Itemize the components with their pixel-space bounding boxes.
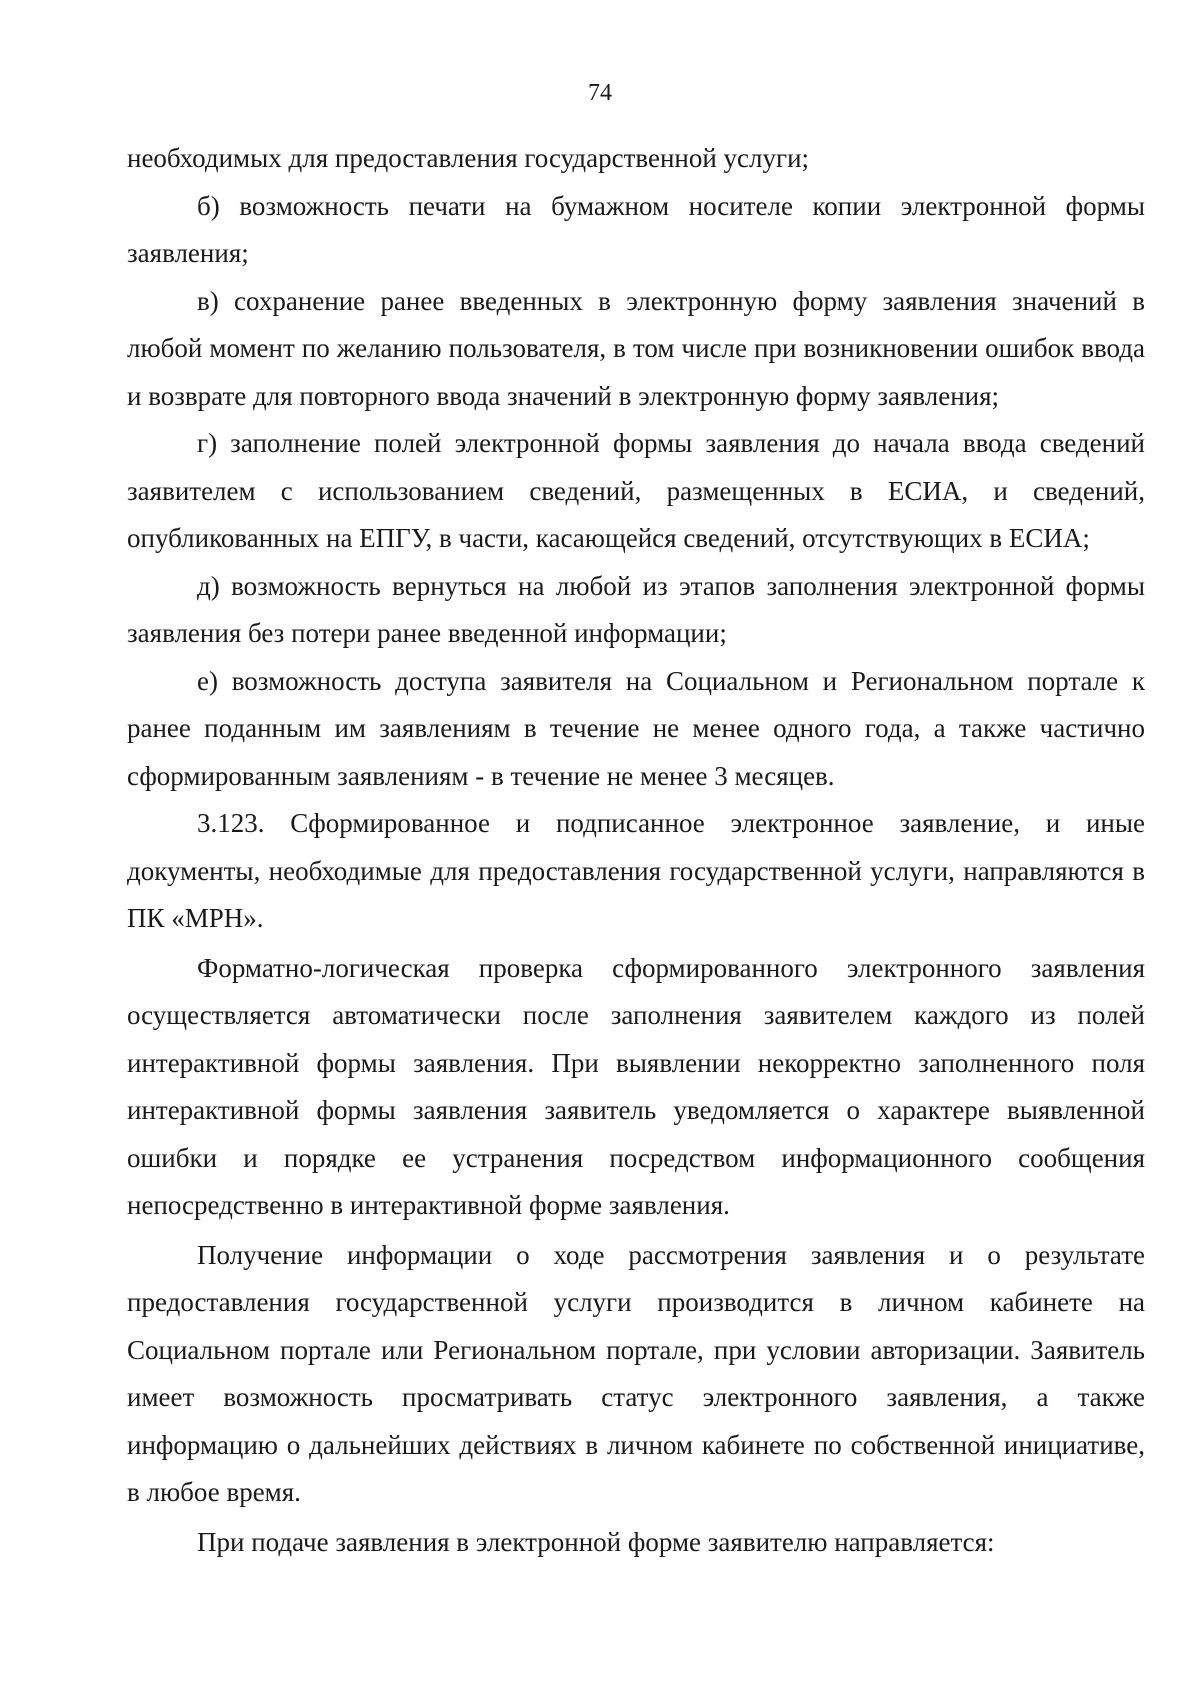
paragraph-item-e: е) возможность доступа заявителя на Социальном и Региональном портале к ранее поданным им заявлениям в течение не менее одного года, а также частично сформированным заявлениям - в течение не менее 3 месяцев. <box>127 665 1145 791</box>
paragraph-continuation: необходимых для предоставления государственной услуги; <box>127 143 810 173</box>
paragraph-submission: При подаче заявления в электронной форме заявителю направляется: <box>197 1526 995 1557</box>
paragraph-status-info: Получение информации о ходе рассмотрения заявления и о результате предоставления государственной услуги производится в личном кабинете на Социальном портале или Региональном портале, при условии авторизации. Заявитель имеет возможность просматривать статус электронного заявления, а также информацию о дальнейших действиях в личном кабинете по собственной инициативе, в любое время. <box>127 1239 1145 1507</box>
paragraph-item-b: б) возможность печати на бумажном носителе копии электронной формы заявления; <box>127 190 1145 268</box>
paragraph-item-g: г) заполнение полей электронной формы заявления до начала ввода сведений заявителем с использованием сведений, размещенных в ЕСИА, и сведений, опубликованных на ЕПГУ, в части, касающейся сведений, отсутствующих в ЕСИА; <box>127 428 1145 553</box>
document-body <box>127 135 1145 1566</box>
page-number: 74 <box>588 80 612 106</box>
paragraph-item-d: д) возможность вернуться на любой из этапов заполнения электронной формы заявления без потери ранее введенной информации; <box>127 570 1145 648</box>
paragraph-format-check: Форматно-логическая проверка сформированного электронного заявления осуществляется автоматически после заполнения заявителем каждого из полей интерактивной формы заявления. При выявлении некорректно заполненного поля интерактивной формы заявления заявитель уведомляется о характере выявленной ошибки и порядке ее устранения посредством информационного сообщения непосредственно в интерактивной форме заявления. <box>127 952 1145 1220</box>
paragraph-item-v: в) сохранение ранее введенных в электронную форму заявления значений в любой момент по желанию пользователя, в том числе при возникновении ошибок ввода и возврате для повторного ввода значений в электронную форму заявления; <box>127 285 1145 411</box>
paragraph-3-123: 3.123. Сформированное и подписанное электронное заявление, и иные документы, необходимые для предоставления государственной услуги, направляются в ПК «МРН». <box>127 808 1145 933</box>
